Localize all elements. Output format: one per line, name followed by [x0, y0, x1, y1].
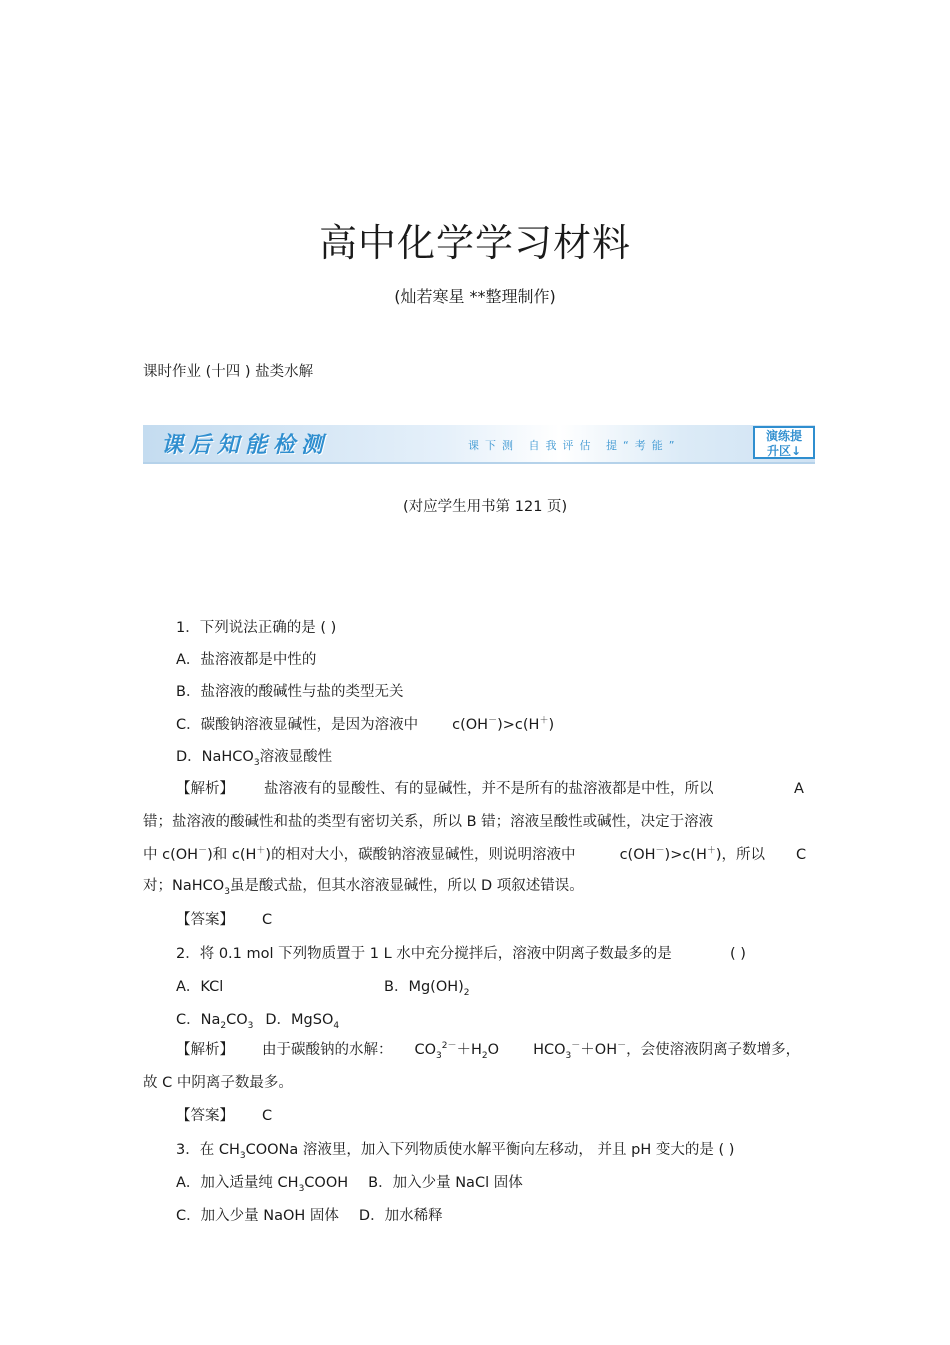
q2-option-a: A．KCl [176, 979, 224, 995]
q1-option-d: D．NaHCO$_3$溶液显酸性 [176, 749, 333, 768]
banner-title: 课后知能检测 [161, 433, 330, 458]
q1-analysis-line1-end: A [794, 781, 804, 797]
q3-options-ab: A．加入适量纯 $CH_3COOH$ B．加入少量 NaCl 固体 [176, 1175, 523, 1194]
q1-analysis-line3-end: C [796, 847, 807, 863]
q2-analysis-line2: 故 C 中阴离子数最多。 [143, 1075, 293, 1091]
section-banner [143, 425, 815, 464]
q3-options-cd: C．加入少量 NaOH 固体 D．加水稀释 [176, 1208, 443, 1224]
q2-stem: 2．将 0.1 mol 下列物质置于 1 L 水中充分搅拌后，溶液中阴离子数最多的是 [176, 946, 672, 962]
banner-badge [753, 426, 815, 459]
q1-answer: 【答案】 C [176, 912, 273, 928]
q1-analysis-line4: 对；NaHCO$_3$虽是酸式盐，但其水溶液显碱性，所以 D 项叙述错误。 [143, 878, 584, 897]
q1-option-c: C．碳酸钠溶液显碱性，是因为溶液中 c(OH－)>c(H＋) [176, 716, 555, 733]
page-reference: (对应学生用书第 121 页) [403, 499, 568, 515]
banner-subtitle: 课下测 自我评估 提“考能” [468, 439, 681, 452]
q1-stem: 1．下列说法正确的是 ( ) [176, 620, 337, 636]
q2-analysis-line1: 【解析】 由于碳酸钠的水解： $CO_3^{2-}+H_2O$ $HCO_3^-+OH^-$，会使溶液阴离子数增多， [176, 1041, 801, 1061]
q2-answer: 【答案】 C [176, 1108, 273, 1124]
q1-option-b: B．盐溶液的酸碱性与盐的类型无关 [176, 684, 404, 700]
q2-stem-paren: ( ) [730, 946, 746, 962]
lesson-heading: 课时作业 (十四 ) 盐类水解 [143, 364, 314, 380]
q2-option-b: B．$Mg(OH)_2$ [384, 979, 470, 998]
q2-options-cd: C．$Na_2CO_3$ D．MgSO$_4$ [176, 1012, 340, 1031]
document-title: 高中化学学习材料 [318, 221, 631, 265]
banner-badge-line1: 演练提 [765, 429, 802, 443]
banner-badge-line2: 升区↓ [766, 444, 802, 458]
document-subtitle: (灿若寒星 **整理制作) [394, 287, 556, 306]
q1-analysis-line1: 【解析】 盐溶液有的显酸性、有的显碱性，并不是所有的盐溶液都是中性，所以 [176, 781, 714, 797]
q1-analysis-line3: 中 c(OH－)和 c(H＋)的相对大小，碳酸钠溶液显碱性，则说明溶液中 c(OH－)>c(H＋)，所以 [143, 846, 766, 863]
q3-stem: 3．在 $CH_3COONa$ 溶液里，加入下列物质使水解平衡向左移动， 并且 pH 变大的是 ( ) [176, 1142, 735, 1161]
q1-option-a: A．盐溶液都是中性的 [176, 652, 317, 668]
q1-analysis-line2: 错；盐溶液的酸碱性和盐的类型有密切关系，所以 B 错；溶液呈酸性或碱性，决定于溶液 [143, 814, 714, 830]
